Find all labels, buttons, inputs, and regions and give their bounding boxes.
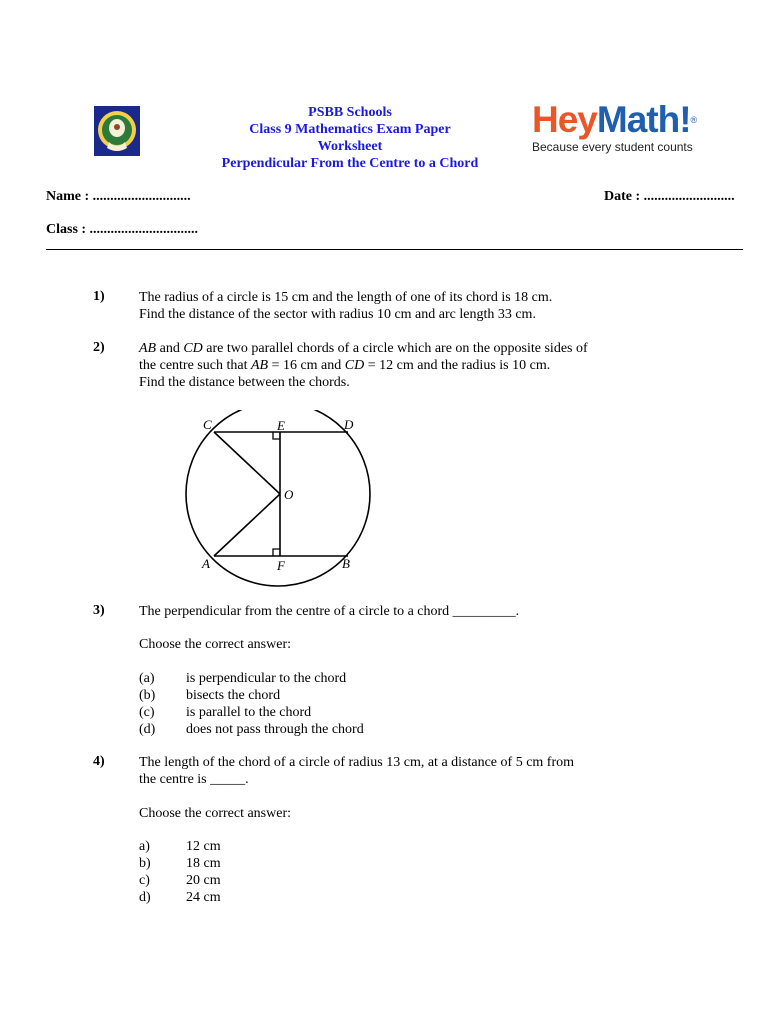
header-divider xyxy=(46,249,743,250)
question-3-prompt: Choose the correct answer: xyxy=(139,637,291,652)
question-2-text: AB and CD are two parallel chords of a circle which are on the opposite sides of the centre such that AB = 16 cm and CD = 12 cm and the radius is 10 cm. Find the distance between the chords. xyxy=(139,341,588,390)
topic-title: Perpendicular From the Centre to a Chord xyxy=(221,156,479,171)
class-field: Class : ............................... xyxy=(46,222,199,237)
circle-chords-diagram xyxy=(176,410,386,590)
point-label-e: E xyxy=(277,418,285,433)
point-label-o: O xyxy=(284,487,294,502)
exam-title: Class 9 Mathematics Exam Paper xyxy=(249,122,451,137)
school-logo-icon xyxy=(94,106,140,156)
heymath-logo xyxy=(532,100,732,154)
question-1-text: The radius of a circle is 15 cm and the length of one of its chord is 18 cm. Find the distance of the sector with radius 10 cm and arc length 33 cm. xyxy=(139,290,553,322)
question-number: 4) xyxy=(93,754,105,769)
point-label-d: D xyxy=(344,417,354,432)
name-field: Name : ............................ xyxy=(46,189,191,204)
right-angle-e xyxy=(273,432,280,439)
point-label-c: C xyxy=(203,417,212,432)
question-number: 3) xyxy=(93,603,105,618)
worksheet-header xyxy=(160,104,540,172)
worksheet-label: Worksheet xyxy=(317,139,383,154)
school-name: PSBB Schools xyxy=(308,105,392,120)
point-label-f: F xyxy=(277,558,285,573)
point-label-a: A xyxy=(202,556,210,571)
question-4-prompt: Choose the correct answer: xyxy=(139,806,291,821)
question-4-stem: The length of the chord of a circle of radius 13 cm, at a distance of 5 cm from the centre is _____. xyxy=(139,755,575,787)
brand-name: HeyMath!® xyxy=(532,99,697,140)
question-number: 2) xyxy=(93,340,105,355)
question-3-stem: The perpendicular from the centre of a circle to a chord _________. xyxy=(139,604,520,619)
point-label-b: B xyxy=(342,556,350,571)
right-angle-f xyxy=(273,549,280,556)
radius-oa xyxy=(214,494,280,556)
brand-tagline: Because every student counts xyxy=(532,140,693,154)
date-field: Date : .......................... xyxy=(604,189,735,204)
question-number: 1) xyxy=(93,289,105,304)
radius-oc xyxy=(214,432,280,494)
